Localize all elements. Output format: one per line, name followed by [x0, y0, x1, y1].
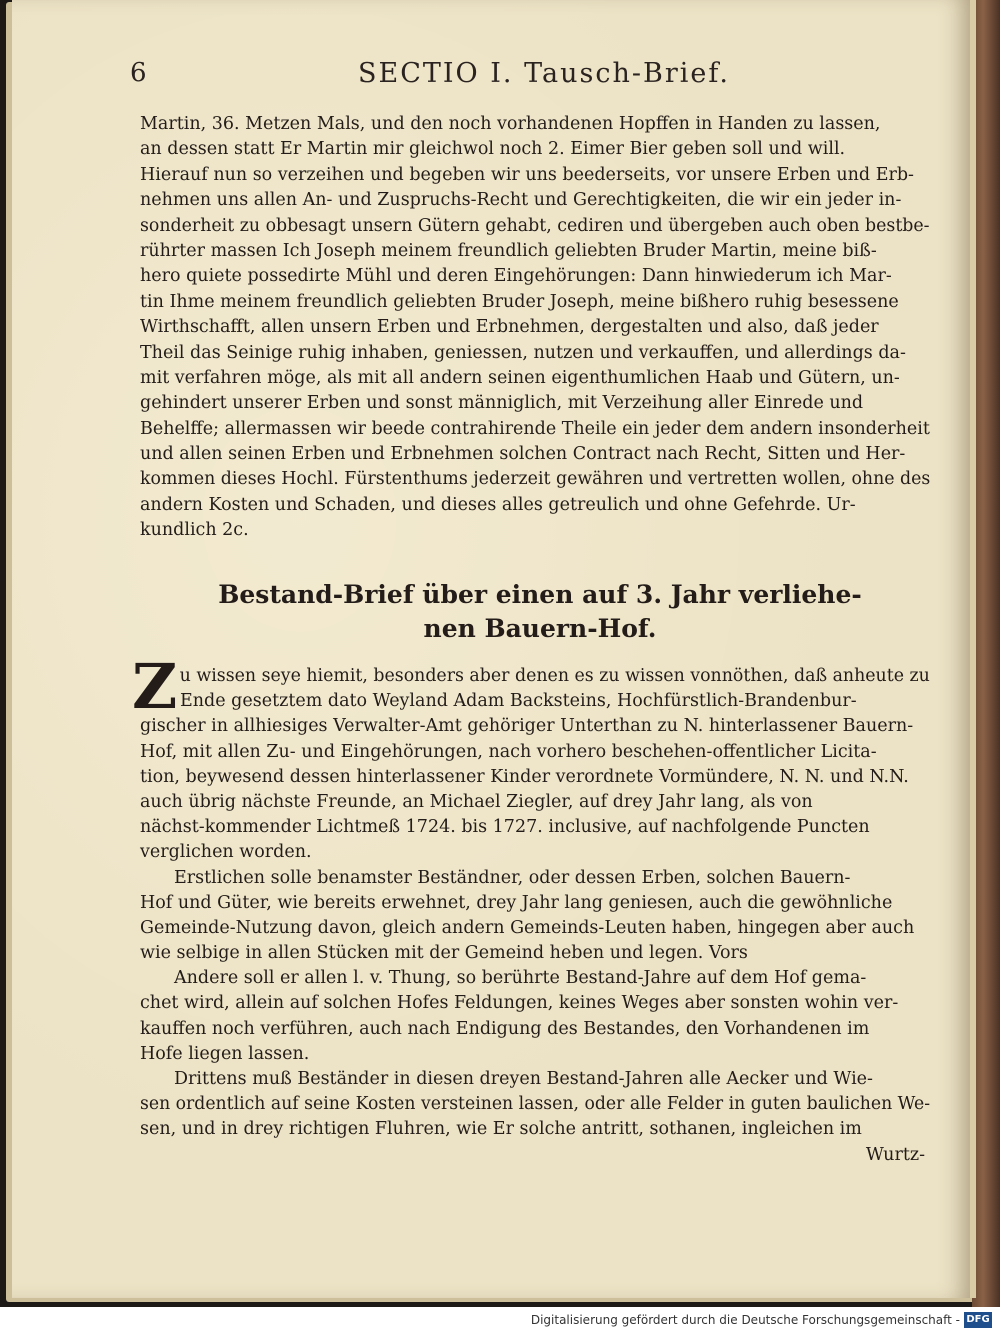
page-number: 6 — [130, 58, 147, 88]
text-line: Ende gesetztem dato Weyland Adam Backsteins, Hochfürstlich-Brandenbur- — [180, 691, 857, 712]
text-line: nehmen uns allen An- und Zuspruchs-Recht und Gerechtigkeiten, die wir ein jeder in- — [140, 190, 902, 211]
paragraph-tausch-brief — [140, 112, 937, 544]
catchword: Wurtz- — [865, 1144, 925, 1165]
digitization-footer — [0, 1307, 1000, 1333]
heading-line: Bestand-Brief über einen auf 3. Jahr verliehe- — [218, 580, 862, 609]
text-line: Drittens muß Beständer in diesen dreyen Bestand-Jahren alle Aecker und Wie- — [174, 1069, 873, 1089]
text-line: tin Ihme meinem freundlich geliebten Bruder Joseph, meine bißhero ruhig besessene — [140, 291, 899, 312]
text-line: sonderheit zu obbesagt unsern Gütern gehabt, cediren und übergeben auch oben bestbe- — [140, 215, 930, 236]
section-heading — [150, 578, 930, 646]
text-line: und allen seinen Erben und Erbnehmen solchen Contract nach Recht, Sitten und Her- — [140, 444, 906, 465]
text-line: kauffen noch verführen, auch nach Endigung des Bestandes, den Vorhandenen im — [140, 1018, 870, 1039]
text-line: chet wird, allein auf solchen Hofes Feldungen, keines Weges aber sonsten wohin ver- — [140, 993, 899, 1014]
text-line: gischer in allhiesiges Verwalter-Amt gehöriger Unterthan zu N. hinterlassener Bauern- — [140, 716, 914, 737]
drop-cap: Z — [132, 650, 178, 723]
text-line: Hof, mit allen Zu- und Eingehörungen, nach vorhero beschehen-offentlicher Licita- — [140, 741, 877, 762]
text-line: hero quiete possedirte Mühl und deren Eingehörungen: Dann hinwiederum ich Mar- — [140, 266, 892, 287]
text-line: u wissen seye hiemit, besonders aber denen es zu wissen vonnöthen, daß anheute zu — [179, 666, 930, 686]
text-line: wie selbige in allen Stücken mit der Gemeind heben und legen. Vors — [140, 943, 748, 964]
paragraph-bestand-brief — [140, 664, 941, 1168]
text-line: rührter massen Ich Joseph meinem freundlich geliebten Bruder Martin, meine biß- — [140, 240, 877, 261]
text-line: mit verfahren möge, als mit all andern seinen eigenthumlichen Haab und Gütern, un- — [140, 367, 900, 388]
text-line: Martin, 36. Metzen Mals, und den noch vorhandenen Hopffen in Handen zu lassen, — [140, 114, 881, 134]
text-line: an dessen statt Er Martin mir gleichwol noch 2. Eimer Bier geben soll und will. — [140, 139, 846, 160]
text-line: Hofe liegen lassen. — [140, 1043, 310, 1064]
text-line: Hof und Güter, wie bereits erwehnet, drey Jahr lang geniesen, auch die gewöhnliche — [140, 892, 893, 913]
page-header — [130, 58, 930, 98]
text-line: verglichen worden. — [140, 842, 312, 863]
text-line: tion, beywesend dessen hinterlassener Kinder verordnete Vormündere, N. N. und N.N. — [140, 766, 909, 787]
text-line: Theil das Seinige ruhig inhaben, geniessen, nutzen und verkauffen, und allerdings da- — [140, 342, 906, 363]
book-spine — [972, 0, 1000, 1333]
text-line: Hierauf nun so verzeihen und begeben wir uns beederseits, vor unsere Erben und Erb- — [140, 164, 914, 185]
text-line: sen ordentlich auf seine Kosten versteinen lassen, oder alle Felder in guten baulichen We- — [140, 1094, 931, 1115]
text-line: Erstlichen solle benamster Beständner, oder dessen Erben, solchen Bauern- — [174, 867, 851, 888]
text-line: gehindert unserer Erben und sonst männiglich, mit Verzeihung aller Einrede und — [140, 393, 864, 414]
dfg-logo-icon: DFG — [964, 1312, 992, 1328]
text-line: sen, und in drey richtigen Fluhren, wie Er solche antritt, sothanen, ingleichen im — [140, 1119, 862, 1140]
text-line: auch übrig nächste Freunde, an Michael Ziegler, auf drey Jahr lang, als von — [140, 791, 813, 812]
text-line: kommen dieses Hochl. Fürstenthums jederzeit gewähren und vertretten wollen, ohne des — [140, 469, 931, 490]
text-line: andern Kosten und Schaden, und dieses alles getreulich und ohne Gefehrde. Ur- — [140, 494, 856, 515]
text-line: Andere soll er allen l. v. Thung, so berührte Bestand-Jahre auf dem Hof gema- — [174, 968, 867, 989]
running-title: SECTIO I. Tausch-Brief. — [358, 58, 730, 89]
footer-credit: Digitalisierung gefördert durch die Deutsche Forschungsgemeinschaft - — [530, 1313, 960, 1327]
text-line: Behelffe; allermassen wir beede contrahirende Theile ein jeder dem andern insonderheit — [140, 418, 930, 439]
text-line: Wirthschafft, allen unsern Erben und Erbnehmen, dergestalten und also, daß jeder — [140, 317, 879, 338]
text-line: Gemeinde-Nutzung davon, gleich andern Gemeinds-Leuten haben, hingegen aber auch — [140, 917, 915, 938]
text-line: kundlich 2c. — [140, 520, 249, 541]
heading-line: nen Bauern-Hof. — [423, 614, 657, 643]
text-line: nächst-kommender Lichtmeß 1724. bis 1727. inclusive, auf nachfolgende Puncten — [140, 817, 870, 838]
